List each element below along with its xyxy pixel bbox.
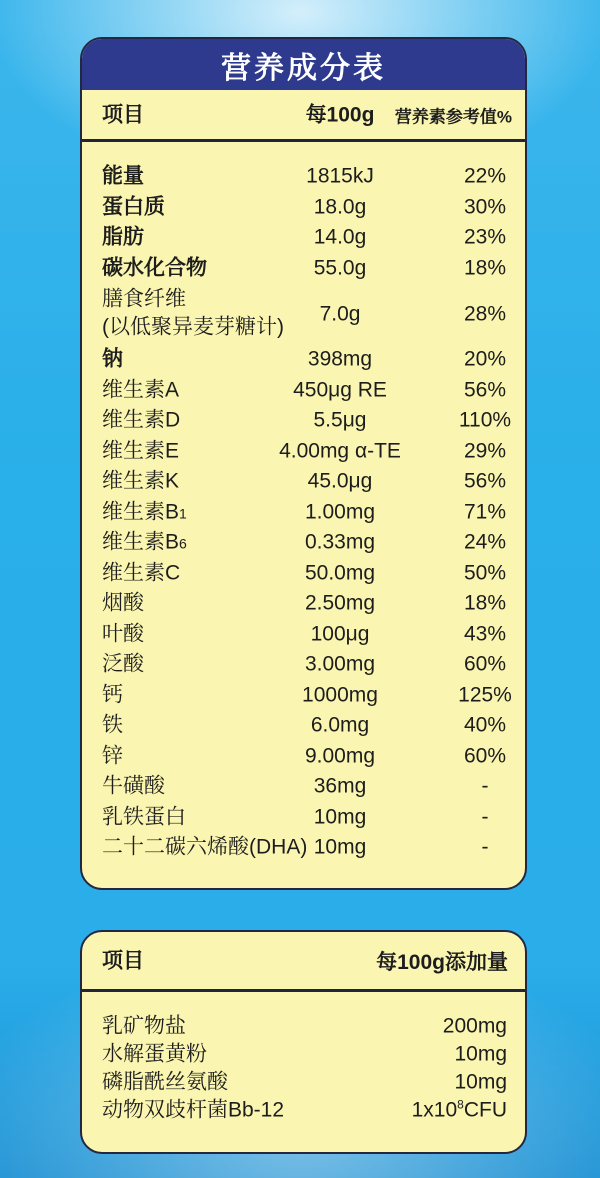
nutrient-nrv: -: [481, 774, 489, 798]
nutrient-nrv: 110%: [458, 408, 512, 432]
nutrient-amount: 398mg: [307, 347, 373, 371]
nutrition-row-vitamin-a: [82, 375, 525, 406]
additive-amount: $1x10^8CFU$: [411, 1097, 507, 1122]
nutrient-amount: 2.50mg: [304, 591, 376, 615]
nutrient-nrv: 22%: [463, 164, 507, 188]
nutrient-amount: 9.00mg: [304, 744, 376, 768]
nutrition-row-taurine: [82, 771, 525, 802]
nutrient-name: 铁: [102, 713, 123, 737]
additive-amount: 10mg: [454, 1042, 507, 1066]
nutrient-amount: 0.33mg: [304, 530, 376, 554]
nutrient-amount: 18.0g: [313, 195, 367, 219]
nutrient-name: 脂肪: [102, 225, 144, 249]
nutrient-name: 钠: [102, 347, 123, 371]
nutrient-amount: 4.00mg α-TE: [279, 439, 401, 463]
nutrient-name: 乳铁蛋白: [102, 805, 186, 829]
nutrient-name: 维生素D: [102, 408, 181, 432]
nutrient-amount: 1815kJ: [306, 164, 374, 188]
nutrient-name: 牛磺酸: [102, 774, 165, 798]
nutrient-amount: 14.0g: [313, 225, 367, 249]
nutrient-amount: 3.00mg: [304, 652, 376, 676]
nutrient-amount: 10mg: [313, 805, 367, 829]
nutrition-table-header: [82, 90, 525, 142]
nutrient-amount: 100μg: [310, 622, 370, 646]
nutrient-nrv: 20%: [463, 347, 507, 371]
nutrient-amount: 50.0mg: [304, 561, 376, 585]
nutrient-name: 维生素A: [102, 378, 180, 402]
additive-row-egg-yolk-powder: [82, 1040, 525, 1068]
nutrient-name: 蛋白质: [102, 195, 165, 219]
nutrition-row-pantothenic-acid: [82, 649, 525, 680]
nutrient-nrv: 60%: [463, 744, 507, 768]
nutrient-nrv: 18%: [463, 591, 507, 615]
nutrient-nrv: 56%: [463, 378, 507, 402]
nutrition-row-energy: [82, 161, 525, 192]
nutrient-nrv: 29%: [463, 439, 507, 463]
nutrition-row-protein: [82, 192, 525, 223]
nutrition-row-carbohydrate: [82, 253, 525, 284]
nutrient-nrv: 43%: [463, 622, 507, 646]
additive-amount: 200mg: [442, 1014, 507, 1038]
nutrition-facts-card: [80, 37, 527, 890]
nutrient-nrv: 24%: [463, 530, 507, 554]
nutrient-name: 钙: [102, 683, 123, 707]
nutrition-table-title-band: [82, 39, 525, 90]
nutrient-nrv: 71%: [463, 500, 507, 524]
additive-row-bifidobacterium-bb12: [82, 1096, 525, 1124]
nutrient-amount: 36mg: [313, 774, 367, 798]
nutrition-row-vitamin-b1: [82, 497, 525, 528]
nutrient-name: 维生素B6: [102, 530, 187, 554]
nutrient-nrv: 18%: [463, 256, 507, 280]
additive-rows: [82, 992, 525, 1124]
nutrient-amount: 7.0g: [319, 301, 361, 325]
nutrient-nrv: 50%: [463, 561, 507, 585]
column-header-per100g: 每100g: [305, 102, 375, 126]
nutrient-name: 维生素C: [102, 561, 181, 585]
nutrition-row-niacin: [82, 588, 525, 619]
nutrition-row-iron: [82, 710, 525, 741]
nutrient-name: 膳食纤维 (以低聚异麦芽糖计): [102, 287, 284, 339]
nutrition-row-dietary-fiber: [82, 283, 525, 344]
nutrient-nrv: 30%: [463, 195, 507, 219]
column-header-item: 项目: [102, 102, 144, 126]
column-header-item: 项目: [102, 948, 144, 972]
nutrient-name: 锌: [102, 744, 123, 768]
additives-card: [80, 930, 527, 1154]
nutrition-row-fat: [82, 222, 525, 253]
additive-name: 动物双歧杆菌Bb-12: [102, 1098, 285, 1122]
additive-amount: 10mg: [454, 1070, 507, 1094]
nutrient-nrv: -: [481, 835, 489, 859]
nutrient-name: 维生素K: [102, 469, 180, 493]
nutrient-nrv: 28%: [463, 301, 507, 325]
nutrient-amount: 6.0mg: [310, 713, 370, 737]
nutrition-row-calcium: [82, 680, 525, 711]
nutrient-name: 二十二碳六烯酸(DHA): [102, 835, 308, 859]
nutrient-amount: 55.0g: [313, 256, 367, 280]
nutrient-nrv: 56%: [463, 469, 507, 493]
nutrient-amount: 1.00mg: [304, 500, 376, 524]
nutrition-row-vitamin-e: [82, 436, 525, 467]
nutrient-nrv: -: [481, 805, 489, 829]
nutrition-row-zinc: [82, 741, 525, 772]
nutrient-name: 能量: [102, 164, 144, 188]
nutrition-row-folic-acid: [82, 619, 525, 650]
column-header-nrv: 营养素参考值%: [394, 107, 512, 126]
nutrition-row-vitamin-c: [82, 558, 525, 589]
nutrient-amount: 1000mg: [302, 683, 378, 707]
nutrient-nrv: 23%: [463, 225, 507, 249]
additive-row-phosphatidylserine: [82, 1068, 525, 1096]
nutrient-amount: 10mg: [313, 835, 367, 859]
nutrient-name: 维生素B1: [102, 500, 187, 524]
nutrient-name: 维生素E: [102, 439, 180, 463]
nutrition-rows: [82, 142, 525, 863]
additive-name: 乳矿物盐: [102, 1014, 186, 1038]
nutrient-nrv: 40%: [463, 713, 507, 737]
nutrient-name: 叶酸: [102, 622, 144, 646]
additive-name: 水解蛋黄粉: [102, 1042, 207, 1066]
nutrient-amount: 5.5μg: [313, 408, 367, 432]
nutrient-amount: 450μg RE: [293, 378, 387, 402]
nutrient-name: 泛酸: [102, 652, 144, 676]
column-header-amount: 每100g添加量: [376, 950, 508, 974]
additive-row-milk-minerals: [82, 1012, 525, 1040]
additive-name: 磷脂酰丝氨酸: [102, 1070, 228, 1094]
nutrition-row-vitamin-b6: [82, 527, 525, 558]
nutrient-nrv: 60%: [463, 652, 507, 676]
nutrition-table-title: 营养成分表: [221, 51, 386, 85]
nutrient-name: 烟酸: [102, 591, 144, 615]
nutrition-row-vitamin-d: [82, 405, 525, 436]
nutrient-name: 碳水化合物: [102, 256, 207, 280]
additives-table-header: [82, 932, 525, 992]
nutrition-row-dha: [82, 832, 525, 863]
nutrition-row-sodium: [82, 344, 525, 375]
nutrition-row-lactoferrin: [82, 802, 525, 833]
nutrient-nrv: 125%: [458, 683, 512, 707]
nutrition-row-vitamin-k: [82, 466, 525, 497]
nutrient-amount: 45.0μg: [307, 469, 373, 493]
